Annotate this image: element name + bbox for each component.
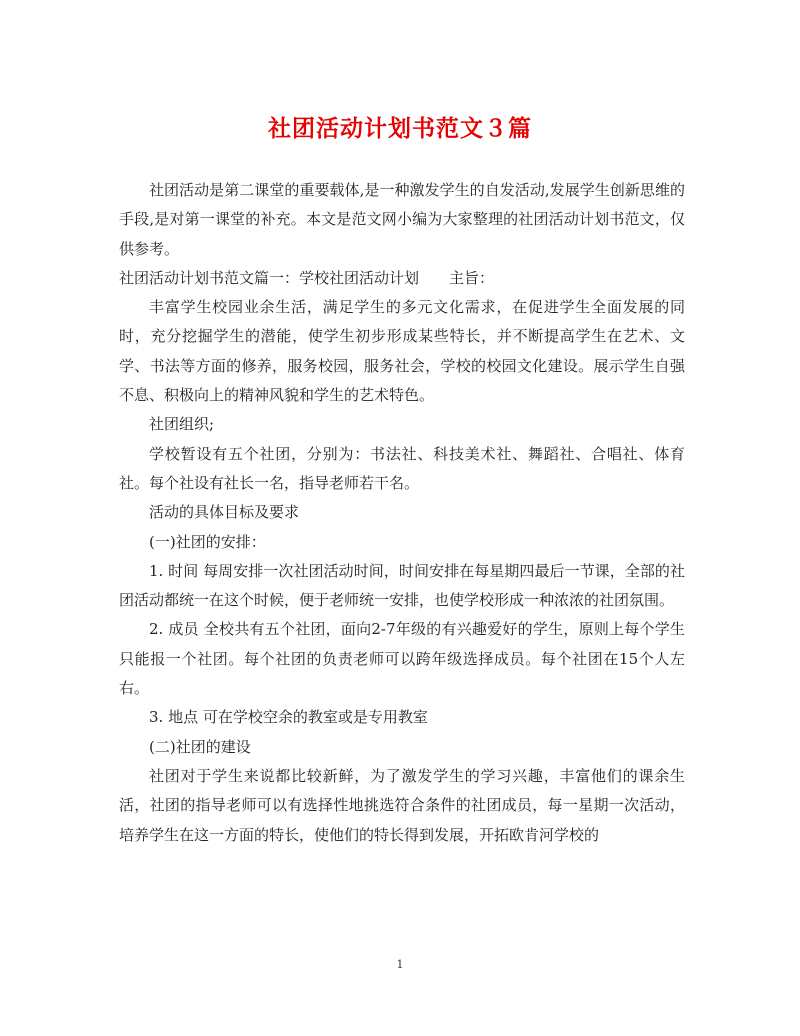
construction-heading: (二)社团的建设 bbox=[149, 737, 251, 756]
organization-heading: 社团组织; bbox=[149, 415, 215, 434]
page-title: 社团活动计划书范文３篇 bbox=[268, 115, 532, 142]
location-paragraph: 3. 地点 可在学校空余的教室或是专用教室 bbox=[149, 708, 428, 727]
page-number: 1 bbox=[396, 958, 404, 971]
time-paragraph: 1. 时间 每周安排一次社团活动时间，时间安排在每星期四最后一节课，全部的社团活动都统一在这个时候，便于老师统一安排，也使学校形成一种浓浓的社团氛围。 bbox=[119, 561, 685, 610]
intro-paragraph: 社团活动是第二课堂的重要载体,是一种激发学生的自发活动,发展学生创新思维的手段,是对第一课堂的补充。本文是范文网小编为大家整理的社团活动计划书范文，仅供参考。 bbox=[119, 181, 685, 258]
document-body bbox=[119, 176, 685, 850]
construction-paragraph: 社团对于学生来说都比较新鲜，为了激发学生的学习兴趣，丰富他们的课余生活，社团的指导老师可以有选择性地挑选符合条件的社团成员，每一星期一次活动，培养学生在这一方面的特长，使他们的特长得到发展，开拓欧肯河学校的 bbox=[119, 766, 685, 844]
section-heading-article-one: 社团活动计划书范文篇一：学校社团活动计划 主旨： bbox=[119, 268, 495, 287]
purpose-paragraph: 丰富学生校园业余生活，满足学生的多元文化需求，在促进学生全面发展的同时，充分挖掘学生的潜能，使学生初步形成某些特长，并不断提高学生在艺术、文学、书法等方面的修养，服务校园，服务社会，学校的校园文化建设。展示学生自强不息、积极向上的精神风貌和学生的艺术特色。 bbox=[119, 298, 685, 405]
arrangement-heading: (一)社团的安排： bbox=[149, 532, 266, 551]
members-paragraph: 2. 成员 全校共有五个社团，面向2-7年级的有兴趣爱好的学生，原则上每个学生只能报一个社团。每个社团的负责老师可以跨年级选择成员。每个社团在15个人左右。 bbox=[119, 620, 685, 698]
organization-paragraph: 学校暂设有五个社团，分别为：书法社、科技美术社、舞蹈社、合唱社、体育社。每个社设有社长一名，指导老师若干名。 bbox=[119, 444, 685, 492]
goals-heading: 活动的具体目标及要求 bbox=[149, 503, 300, 522]
